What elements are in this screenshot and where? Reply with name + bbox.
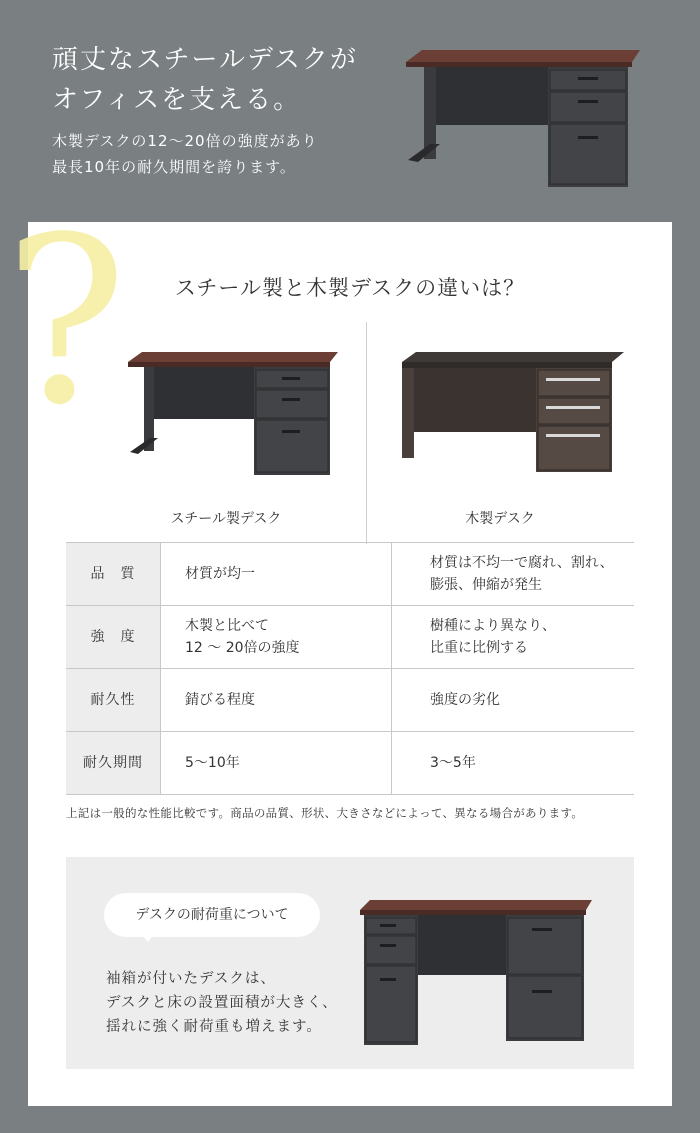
row-header: 強 度 bbox=[66, 606, 161, 669]
hero-subtitle-line-2: 最長10年の耐久期間を誇ります。 bbox=[52, 158, 296, 176]
row-header: 耐久性 bbox=[66, 669, 161, 732]
speech-bubble: デスクの耐荷重について bbox=[104, 893, 320, 937]
hero-title-line-1: 頑丈なスチールデスクが bbox=[52, 45, 358, 75]
wood-cell bbox=[392, 606, 635, 669]
table-row-durability bbox=[66, 669, 634, 732]
load-capacity-text bbox=[106, 967, 338, 1039]
cell-line: 比重に比例する bbox=[430, 640, 528, 656]
cell-line: 5～10年 bbox=[185, 755, 240, 771]
wooden-desk-image bbox=[400, 348, 626, 474]
wood-column-label: 木製デスク bbox=[465, 511, 535, 527]
comparison-note: 上記は一般的な性能比較です。商品の品質、形状、大きさなどによって、異なる場合があります。 bbox=[66, 806, 584, 820]
question-mark-icon: ? bbox=[4, 189, 128, 456]
hero-subtitle bbox=[52, 128, 318, 180]
steel-desk-image bbox=[400, 48, 640, 193]
wood-cell bbox=[392, 543, 635, 606]
steel-cell bbox=[161, 543, 392, 606]
cell-line: 膨張、伸縮が発生 bbox=[430, 577, 542, 593]
wood-cell bbox=[392, 669, 635, 732]
row-header: 品 質 bbox=[66, 543, 161, 606]
cell-line: 強度の劣化 bbox=[430, 692, 500, 708]
cell-line: 材質は不均一で腐れ、割れ、 bbox=[430, 555, 614, 571]
cell-line: 12 ～ 20倍の強度 bbox=[185, 640, 300, 656]
cell-line: 木製と比べて bbox=[185, 618, 269, 634]
column-divider bbox=[366, 322, 367, 544]
cell-line: 錆びる程度 bbox=[185, 692, 255, 708]
load-text-line-3: 揺れに強く耐荷重も増えます。 bbox=[106, 1019, 322, 1035]
table-row-strength bbox=[66, 606, 634, 669]
hero-title bbox=[52, 40, 358, 120]
load-text-line-1: 袖箱が付いたデスクは、 bbox=[106, 971, 276, 987]
hero-section bbox=[0, 0, 700, 210]
load-text-line-2: デスクと床の設置面積が大きく、 bbox=[106, 995, 338, 1011]
hero-subtitle-line-1: 木製デスクの12～20倍の強度があり bbox=[52, 132, 318, 150]
steel-cell bbox=[161, 732, 392, 795]
double-pedestal-desk-image bbox=[356, 898, 596, 1048]
wood-cell bbox=[392, 732, 635, 795]
row-header: 耐久期間 bbox=[66, 732, 161, 795]
steel-cell bbox=[161, 606, 392, 669]
table-row-lifespan bbox=[66, 732, 634, 795]
cell-line: 樹種により異なり、 bbox=[430, 618, 556, 634]
comparison-heading: スチール製と木製デスクの違いは？ bbox=[174, 276, 526, 300]
table-row-quality bbox=[66, 543, 634, 606]
steel-desk-image bbox=[122, 350, 342, 480]
comparison-table bbox=[66, 542, 634, 795]
hero-title-line-2: オフィスを支える。 bbox=[52, 85, 302, 115]
cell-line: 3～5年 bbox=[430, 755, 476, 771]
speech-bubble-tail bbox=[138, 930, 156, 942]
steel-column-label: スチール製デスク bbox=[170, 511, 282, 527]
cell-line: 材質が均一 bbox=[185, 566, 255, 582]
steel-cell bbox=[161, 669, 392, 732]
